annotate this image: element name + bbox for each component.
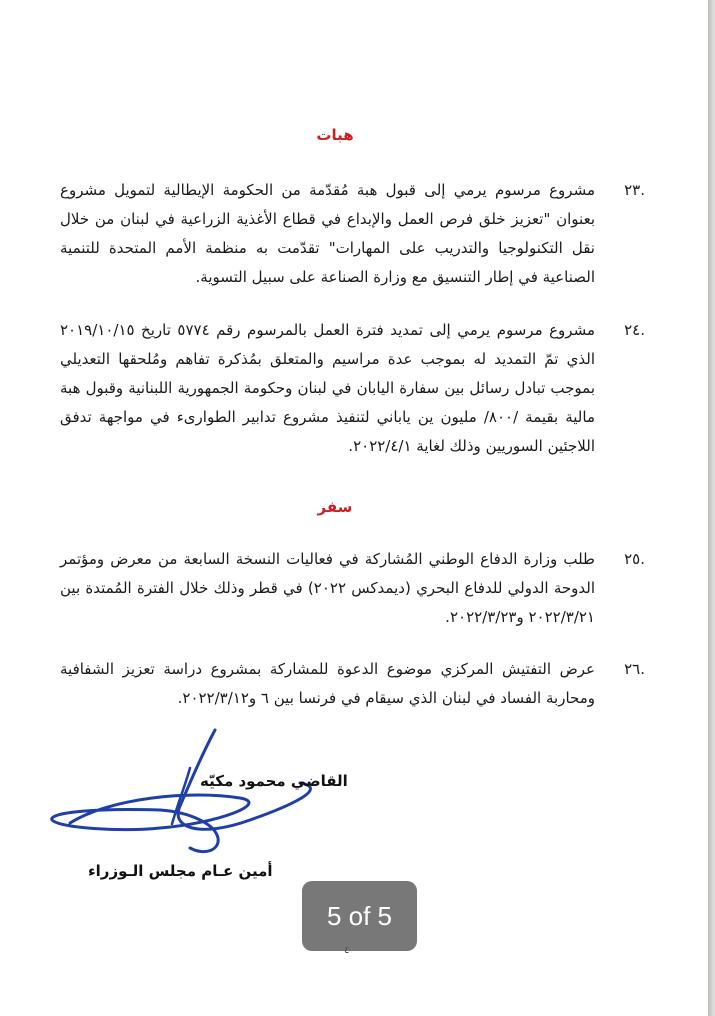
list-item-26 bbox=[60, 655, 645, 713]
list-item-23 bbox=[60, 176, 645, 292]
item-text: عرض التفتيش المركزي موضوع الدعوة للمشاركة بمشروع دراسة تعزيز الشفافية ومحاربة الفساد في لبنان الذي سيقام في فرنسا بين ٦ و٢٠٢٢/٣/١٢. bbox=[60, 660, 595, 707]
handwritten-signature bbox=[40, 728, 340, 868]
section-heading-grants: هبات bbox=[316, 126, 354, 144]
list-item-25 bbox=[60, 545, 645, 632]
item-number: .٢٦ bbox=[624, 660, 645, 678]
section-heading-travel: سفر bbox=[317, 498, 353, 516]
item-text: مشروع مرسوم يرمي إلى تمديد فترة العمل بالمرسوم رقم ٥٧٧٤ تاريخ ٢٠١٩/١٠/١٥ الذي تمّ التمديد له بموجب عدة مراسيم والمتعلق بمُذكرة تفاهم ومُلحقها التعديلي بموجب تبادل رسائل بين سفارة اليابان في لبنان وحكومة الجمهورية اللبنانية وقبول هبة مالية بقيمة /٨٠٠/ مليون ين ياباني لتنفيذ مشروع تدابير الطوارىء في مواجهة تدفق اللاجئين السوريين وذلك لغاية ٢٠٢٢/٤/١. bbox=[60, 321, 595, 455]
signatory-name: القاضي محمود مكيّه bbox=[200, 772, 348, 790]
item-number: .٢٥ bbox=[624, 550, 645, 568]
item-number: .٢٤ bbox=[624, 321, 645, 339]
signatory-title: أمين عـام مجلس الـوزراء bbox=[88, 862, 273, 880]
page-edge-shadow bbox=[708, 0, 715, 1016]
list-item-24 bbox=[60, 316, 645, 461]
item-text: مشروع مرسوم يرمي إلى قبول هبة مُقدّمة من الحكومة الإيطالية لتمويل مشروع بعنوان "تعزيز خلق فرص العمل والإبداع في قطاع الأغذية الزراعية في لبنان من خلال نقل التكنولوجيا والتدريب على المهارات" تقدّمت به منظمة الأمم المتحدة للتنمية الصناعية في إطار التنسيق مع وزارة الصناعة على سبيل التسوية. bbox=[60, 181, 595, 286]
item-text: طلب وزارة الدفاع الوطني المُشاركة في فعاليات النسخة السابعة من معرض ومؤتمر الدوحة الدولي للدفاع البحري (ديمدكس ٢٠٢٢) في قطر وذلك خلال الفترة المُمتدة بين ٢٠٢٢/٣/٢١ و٢٠٢٢/٣/٢٣. bbox=[60, 550, 595, 626]
page-indicator-badge: 5 of 5 bbox=[302, 881, 417, 951]
item-number: .٢٣ bbox=[624, 181, 645, 199]
